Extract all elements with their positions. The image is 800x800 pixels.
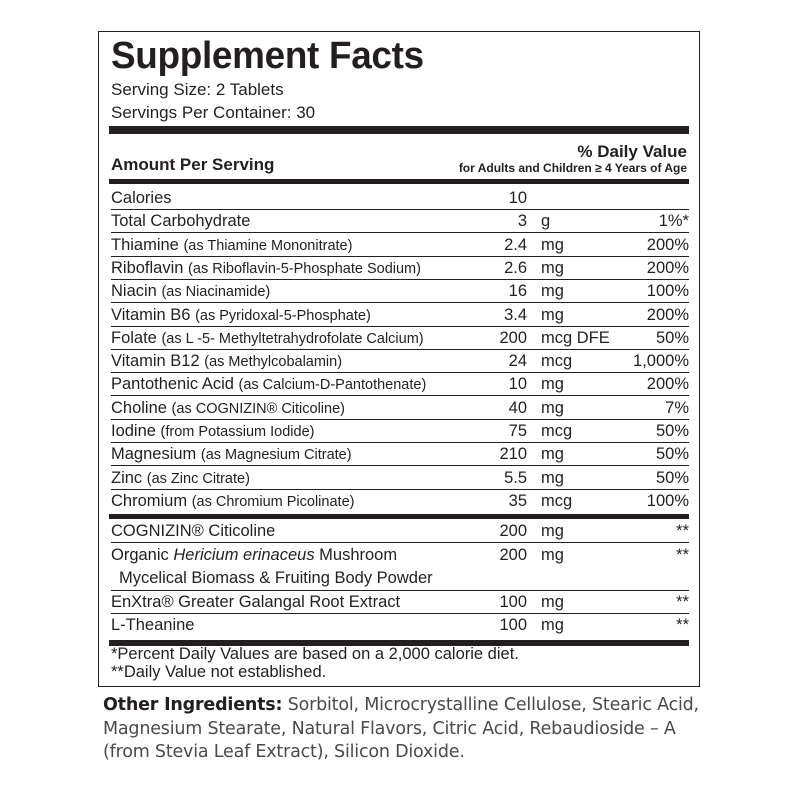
nutrient-source: (as COGNIZIN® Citicoline) — [171, 400, 345, 417]
ingredient-daily-value: ** — [676, 615, 689, 634]
nutrient-source: (as Zinc Citrate) — [146, 470, 250, 487]
nutrient-amount: 2.6 — [504, 258, 527, 277]
nutrient-name — [111, 350, 342, 374]
serving-size: Serving Size: 2 Tablets — [111, 80, 284, 99]
ingredient-amount: 100 — [499, 592, 527, 611]
ingredient-label-rest: Mushroom — [314, 545, 398, 564]
ingredient-species: Hericium erinaceus — [173, 545, 315, 564]
nutrient-label: Niacin — [111, 282, 162, 301]
medium-rule-2 — [109, 514, 689, 519]
nutrient-amount: 10 — [508, 375, 527, 394]
nutrient-row — [111, 304, 689, 327]
footnote-percent-dv: *Percent Daily Values are based on a 2,000 calorie diet. — [111, 645, 519, 663]
nutrient-daily-value: 200% — [646, 375, 689, 394]
ingredient-label: EnXtra® Greater Galangal Root Extract — [111, 592, 401, 611]
nutrient-amount: 3.4 — [504, 305, 527, 324]
nutrient-name — [111, 443, 352, 467]
nutrient-daily-value: 100% — [646, 282, 689, 301]
ingredient-name-line2: Mycelical Biomass & Fruiting Body Powder — [119, 568, 433, 587]
nutrient-daily-value: 50% — [655, 445, 689, 464]
nutrient-amount: 210 — [499, 445, 527, 464]
nutrient-label: Calories — [111, 189, 172, 207]
ingredient-label: COGNIZIN® Citicoline — [111, 522, 276, 541]
nutrient-name — [111, 304, 371, 328]
nutrient-name — [111, 373, 426, 397]
nutrient-amount: 5.5 — [504, 468, 527, 487]
ingredient-amount: 200 — [499, 522, 527, 541]
nutrient-unit: mcg DFE — [541, 328, 610, 347]
nutrient-unit: mg — [541, 398, 564, 417]
nutrient-amount: 3 — [517, 212, 527, 231]
nutrient-row — [111, 420, 689, 443]
nutrient-source: (from Potassium Iodide) — [160, 424, 315, 440]
nutrient-label: Chromium — [111, 491, 192, 510]
nutrient-daily-value: 50% — [655, 468, 689, 487]
other-ingredients — [103, 694, 723, 765]
nutrient-daily-value: 50% — [655, 422, 689, 440]
ingredient-unit: mg — [541, 592, 564, 611]
nutrient-daily-value: 7% — [665, 398, 689, 417]
nutrient-name — [111, 234, 352, 258]
nutrient-source: (as Chromium Picolinate) — [191, 493, 355, 510]
ingredient-daily-value: ** — [676, 592, 689, 611]
nutrient-name — [111, 467, 250, 491]
nutrient-label: Choline — [111, 398, 172, 417]
nutrient-name — [111, 187, 172, 210]
nutrient-amount: 2.4 — [504, 235, 527, 254]
nutrient-label: Zinc — [111, 468, 147, 487]
nutrient-source: (as Thiamine Mononitrate) — [183, 237, 353, 254]
nutrient-name — [111, 397, 345, 421]
nutrient-label: Magnesium — [111, 445, 201, 464]
nutrient-row — [111, 443, 689, 466]
nutrient-daily-value: 1,000% — [633, 352, 689, 371]
medium-rule — [109, 179, 689, 184]
ingredient-name — [111, 614, 194, 637]
nutrient-name — [111, 327, 424, 351]
ingredient-amount: 200 — [499, 545, 527, 564]
nutrient-unit: mg — [541, 258, 564, 277]
nutrient-row — [111, 350, 689, 373]
nutrient-name — [111, 490, 354, 514]
nutrient-row — [111, 397, 689, 420]
ingredient-row — [111, 544, 689, 591]
nutrient-label: Total Carbohydrate — [111, 212, 251, 231]
nutrient-label: Folate — [111, 328, 162, 347]
nutrient-unit: mg — [541, 468, 564, 487]
servings-per-container: Servings Per Container: 30 — [111, 103, 316, 122]
nutrient-row — [111, 257, 689, 280]
nutrient-daily-value: 50% — [655, 328, 689, 347]
nutrient-amount: 10 — [508, 189, 527, 207]
supplement-facts-panel — [98, 31, 700, 687]
nutrient-amount: 16 — [508, 282, 527, 301]
nutrient-unit: mg — [541, 375, 564, 394]
ingredient-row — [111, 520, 689, 543]
nutrient-name — [111, 280, 270, 304]
other-ingredients-label: Other Ingredients: — [103, 695, 283, 715]
ingredient-daily-value: ** — [676, 545, 689, 564]
ingredient-unit: mg — [541, 615, 564, 634]
nutrient-unit: mcg — [541, 491, 573, 510]
nutrient-name — [111, 420, 314, 444]
nutrient-source: (as Magnesium Citrate) — [200, 447, 352, 464]
nutrient-label: Iodine — [111, 422, 161, 440]
nutrient-unit: g — [541, 212, 551, 231]
nutrient-row — [111, 210, 689, 233]
nutrient-daily-value: 1%* — [658, 212, 689, 231]
ingredient-unit: mg — [541, 545, 564, 564]
nutrient-row — [111, 327, 689, 350]
nutrient-amount: 75 — [508, 422, 527, 440]
nutrient-amount: 40 — [508, 398, 527, 417]
ingredient-daily-value: ** — [676, 522, 689, 541]
nutrient-unit: mg — [541, 445, 564, 464]
nutrient-amount: 200 — [499, 328, 527, 347]
nutrient-name — [111, 210, 250, 233]
ingredient-label: L-Theanine — [111, 615, 195, 634]
ingredient-label: Organic — [111, 545, 174, 564]
ingredient-name — [111, 544, 397, 567]
daily-value-title: % Daily Value — [577, 142, 687, 161]
nutrient-daily-value: 200% — [646, 235, 689, 254]
ingredient-amount: 100 — [499, 615, 527, 634]
nutrient-name — [111, 257, 421, 281]
nutrient-source: (as Riboflavin-5-Phosphate Sodium) — [188, 260, 421, 277]
nutrient-row — [111, 490, 689, 513]
nutrient-source: (as Niacinamide) — [161, 284, 271, 301]
nutrient-label: Vitamin B12 — [111, 352, 205, 371]
nutrient-row — [111, 373, 689, 396]
nutrient-unit: mg — [541, 305, 564, 324]
other-ingredients-text: Sorbitol, Microcrystalline Cellulose, Stearic Acid, Magnesium Stearate, Natural Flavors, Citric Acid, Rebaudioside – A (from Stevia Leaf Extract), Silicon Dioxide. — [103, 695, 699, 762]
nutrient-amount: 35 — [508, 491, 527, 510]
nutrient-label: Vitamin B6 — [111, 305, 196, 324]
ingredient-unit: mg — [541, 522, 564, 541]
nutrient-unit: mcg — [541, 422, 573, 440]
nutrient-unit: mg — [541, 235, 564, 254]
nutrient-label: Riboflavin — [111, 258, 189, 277]
nutrient-row — [111, 280, 689, 303]
ingredient-name — [111, 591, 400, 614]
nutrient-source: (as Pyridoxal-5-Phosphate) — [195, 307, 371, 324]
nutrient-source: (as Calcium-D-Pantothenate) — [238, 377, 427, 394]
ingredient-row — [111, 591, 689, 614]
thick-rule — [109, 126, 689, 134]
ingredient-row — [111, 614, 689, 637]
nutrient-unit: mcg — [541, 352, 573, 371]
nutrient-row — [111, 467, 689, 490]
daily-value-header — [459, 142, 687, 176]
nutrient-daily-value: 100% — [646, 491, 689, 510]
nutrient-unit: mg — [541, 282, 564, 301]
nutrient-label: Pantothenic Acid — [111, 375, 239, 394]
nutrient-daily-value: 200% — [646, 258, 689, 277]
nutrient-source: (as Methylcobalamin) — [204, 354, 343, 371]
nutrient-daily-value: 200% — [646, 305, 689, 324]
daily-value-subtitle: for Adults and Children ≥ 4 Years of Age — [458, 161, 687, 175]
nutrient-source: (as L -5- Methyltetrahydrofolate Calcium) — [161, 330, 424, 347]
ingredient-name — [111, 520, 275, 543]
panel-title: Supplement Facts — [111, 35, 424, 77]
nutrient-row — [111, 234, 689, 257]
amount-per-serving-header: Amount Per Serving — [111, 155, 275, 174]
nutrient-label: Thiamine — [111, 235, 184, 254]
nutrient-row — [111, 187, 689, 210]
footnote-dv-not-established: **Daily Value not established. — [111, 663, 327, 681]
nutrient-amount: 24 — [508, 352, 527, 371]
